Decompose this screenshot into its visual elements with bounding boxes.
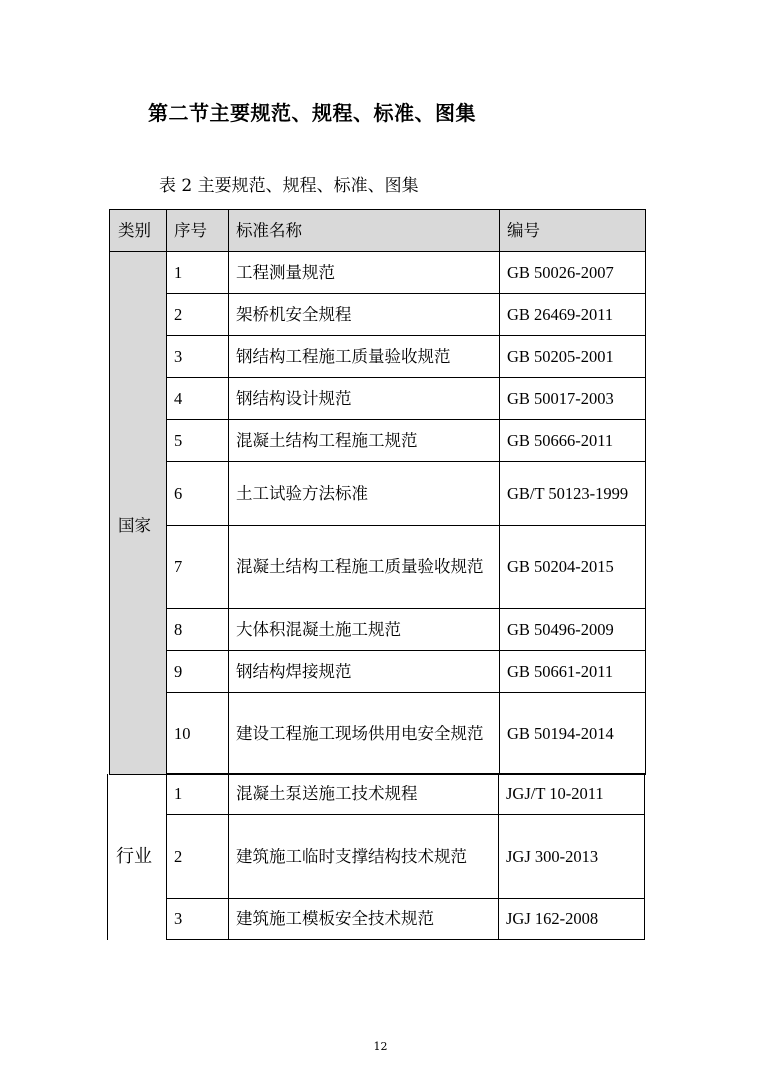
row-seq: 2 bbox=[167, 294, 229, 336]
table-row bbox=[108, 815, 645, 899]
header-seq: 序号 bbox=[167, 210, 229, 252]
row-seq: 3 bbox=[167, 899, 229, 940]
standards-table-national bbox=[109, 209, 646, 775]
row-name: 建设工程施工现场供用电安全规范 bbox=[229, 693, 500, 775]
table-row bbox=[110, 609, 646, 651]
row-name: 钢结构工程施工质量验收规范 bbox=[229, 336, 500, 378]
row-seq: 9 bbox=[167, 651, 229, 693]
row-code: GB 50661-2011 bbox=[500, 651, 646, 693]
header-name: 标准名称 bbox=[229, 210, 500, 252]
row-code: GB 50017-2003 bbox=[500, 378, 646, 420]
table-row bbox=[110, 252, 646, 294]
row-name: 建筑施工临时支撑结构技术规范 bbox=[229, 815, 499, 899]
row-seq: 3 bbox=[167, 336, 229, 378]
row-name: 钢结构设计规范 bbox=[229, 378, 500, 420]
row-code: GB 50194-2014 bbox=[500, 693, 646, 775]
row-name: 钢结构焊接规范 bbox=[229, 651, 500, 693]
standards-table-industry bbox=[107, 773, 645, 940]
table-header-row bbox=[110, 210, 646, 252]
row-code: GB/T 50123-1999 bbox=[500, 462, 646, 526]
table-row bbox=[108, 774, 645, 815]
row-name: 工程测量规范 bbox=[229, 252, 500, 294]
row-code: JGJ 300-2013 bbox=[499, 815, 645, 899]
row-seq: 1 bbox=[167, 252, 229, 294]
table-row bbox=[110, 693, 646, 775]
row-code: GB 50204-2015 bbox=[500, 526, 646, 609]
row-code: GB 50026-2007 bbox=[500, 252, 646, 294]
category-industry: 行业 bbox=[108, 774, 167, 940]
row-name: 建筑施工模板安全技术规范 bbox=[229, 899, 499, 940]
table-row bbox=[108, 899, 645, 940]
row-code: JGJ 162-2008 bbox=[499, 899, 645, 940]
header-category: 类别 bbox=[110, 210, 167, 252]
section-heading: 第二节主要规范、规程、标准、图集 bbox=[148, 101, 476, 125]
row-name: 大体积混凝土施工规范 bbox=[229, 609, 500, 651]
row-code: JGJ/T 10-2011 bbox=[499, 774, 645, 815]
row-name: 混凝土结构工程施工质量验收规范 bbox=[229, 526, 500, 609]
table-row bbox=[110, 462, 646, 526]
row-name: 土工试验方法标准 bbox=[229, 462, 500, 526]
row-seq: 8 bbox=[167, 609, 229, 651]
table-row bbox=[110, 420, 646, 462]
row-seq: 1 bbox=[167, 774, 229, 815]
row-seq: 4 bbox=[167, 378, 229, 420]
row-seq: 5 bbox=[167, 420, 229, 462]
row-name: 混凝土结构工程施工规范 bbox=[229, 420, 500, 462]
row-code: GB 50666-2011 bbox=[500, 420, 646, 462]
row-name: 架桥机安全规程 bbox=[229, 294, 500, 336]
table-row bbox=[110, 378, 646, 420]
row-seq: 6 bbox=[167, 462, 229, 526]
row-code: GB 50205-2001 bbox=[500, 336, 646, 378]
row-seq: 7 bbox=[167, 526, 229, 609]
row-code: GB 26469-2011 bbox=[500, 294, 646, 336]
table-row bbox=[110, 651, 646, 693]
row-name: 混凝土泵送施工技术规程 bbox=[229, 774, 499, 815]
page-number: 12 bbox=[373, 1040, 388, 1053]
header-code: 编号 bbox=[500, 210, 646, 252]
table-row bbox=[110, 294, 646, 336]
row-seq: 10 bbox=[167, 693, 229, 775]
row-code: GB 50496-2009 bbox=[500, 609, 646, 651]
category-national: 国家 bbox=[110, 252, 167, 775]
row-seq: 2 bbox=[167, 815, 229, 899]
table-row bbox=[110, 526, 646, 609]
table-row bbox=[110, 336, 646, 378]
table-caption: 表 2 主要规范、规程、标准、图集 bbox=[159, 176, 419, 196]
